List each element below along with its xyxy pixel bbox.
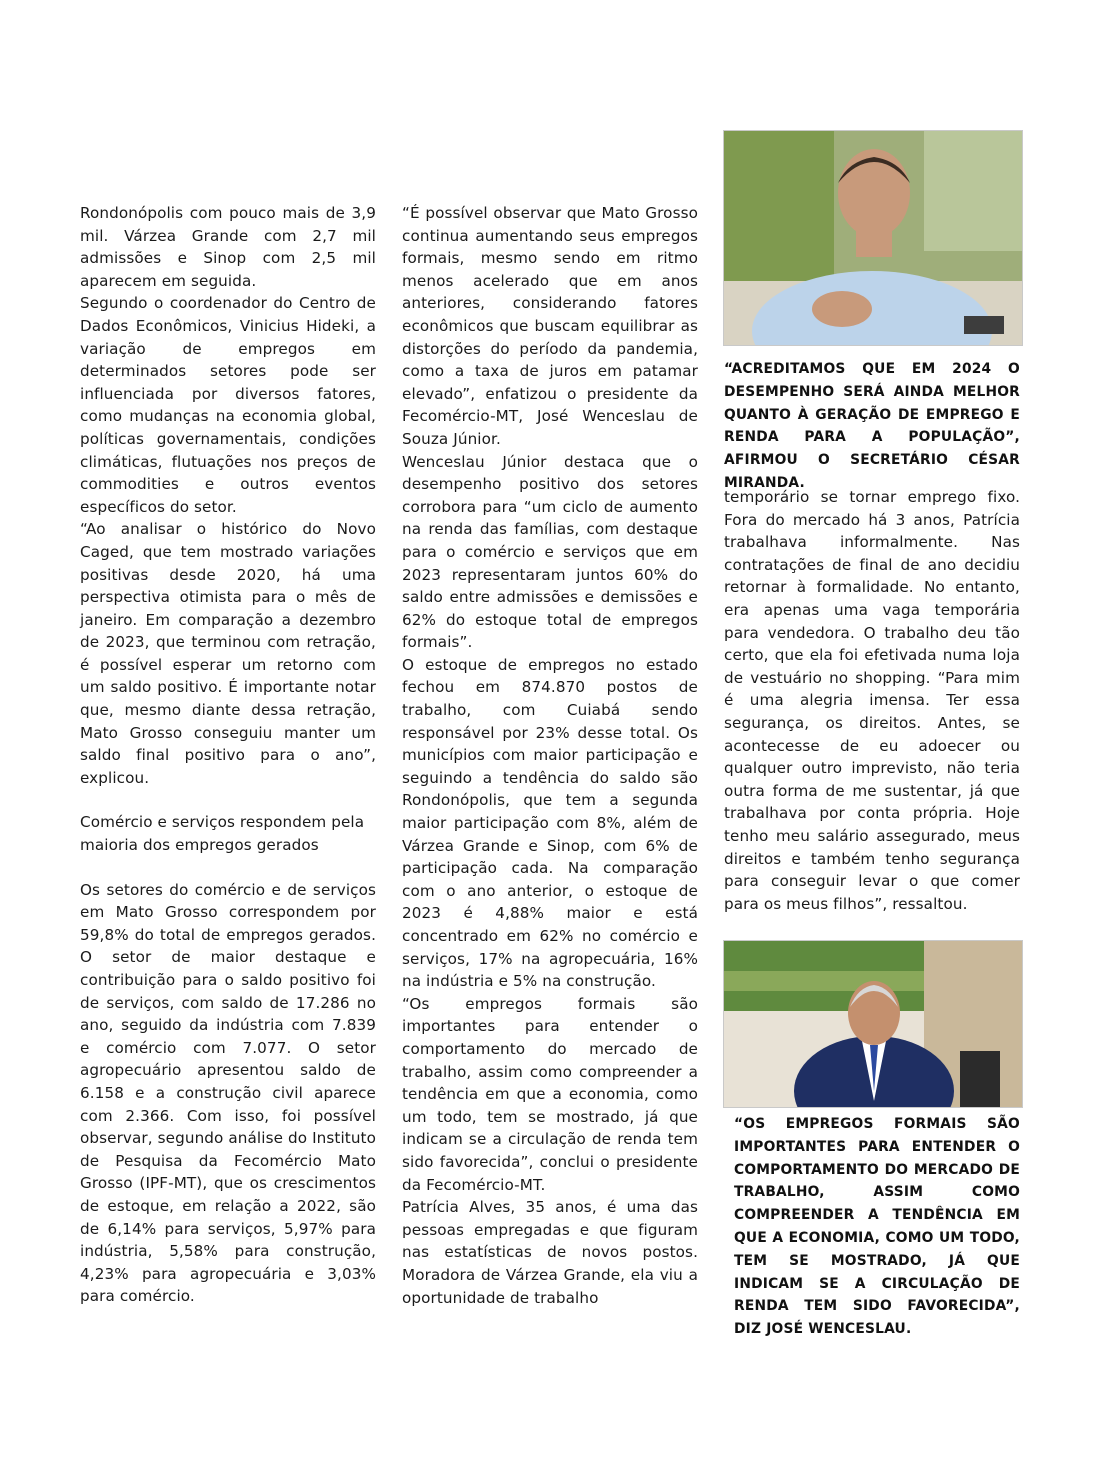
paragraph: temporário se tornar emprego fixo. Fora do mercado há 3 anos, Patrícia trabalhava informalmente. Nas contratações de final de ano decidiu retornar à formalidade. No entanto, era apenas uma vaga temporária para vendedora. O trabalho deu tão certo, que ela foi efetivada numa loja de vestuário no shopping. “Para mim é uma alegria imensa. Ter essa segurança, os direitos. Antes, se acontecesse de eu adoecer ou qualquer outro imprevisto, não teria outra forma de me sustentar, já que trabalhava por conta própria. Hoje tenho meu salário assegurado, meus direitos e também tenho segurança para conseguir levar o que comer para os meus filhos”, ressaltou. — [724, 488, 1020, 913]
photo-illustration — [724, 941, 1022, 1107]
paragraph: Rondonópolis com pouco mais de 3,9 mil. Várzea Grande com 2,7 mil admissões e Sinop com 2,5 mil aparecem em seguida. — [80, 204, 376, 290]
paragraph: “Os empregos formais são importantes para entender o comportamento do mercado de trabalho, assim como compreender a tendência em que a economia, como um todo, tem se mostrado, já que indicam se a circulação de renda tem sido favorecida”, conclui o presidente da Fecomércio-MT. — [402, 994, 698, 1194]
photo-illustration — [724, 131, 1022, 345]
article-column-2 — [402, 202, 698, 1309]
paragraph: O estoque de empregos no estado fechou em 874.870 postos de trabalho, com Cuiabá sendo responsável por 23% desse total. Os municípios com maior participação e seguindo a tendência do saldo são Rondonópolis, que tem a segunda maior participação com 8%, além de Várzea Grande e Sinop, com 6% de participação cada. Na comparação com o ano anterior, o estoque de 2023 é 4,88% maior e está concentrado em 62% no comércio e serviços, 17% na agropecuária, 16% na indústria e 5% na construção. — [402, 655, 698, 991]
paragraph: Patrícia Alves, 35 anos, é uma das pessoas empregadas e que figuram nas estatísticas de novos postos. Moradora de Várzea Grande, ela viu a oportunidade de trabalho — [402, 1198, 698, 1307]
photo-jose-wenceslau — [723, 940, 1023, 1108]
paragraph: “Ao analisar o histórico do Novo Caged, que tem mostrado variações positivas desde 2020, há uma perspectiva otimista para o mês de janeiro. Em comparação a dezembro de 2023, que terminou com retração, é possível esperar um retorno com um saldo positivo. É importante notar que, mesmo diante dessa retração, Mato Grosso conseguiu manter um saldo final positivo para o ano”, explicou. — [80, 520, 376, 787]
article-column-3 — [724, 486, 1020, 915]
photo-caption-2: “OS EMPREGOS FORMAIS SÃO IMPORTANTES PARA ENTENDER O COMPORTAMENTO DO MERCADO DE TRABALHO, ASSIM COMO COMPREENDER A TENDÊNCIA EM QUE A ECONOMIA, COMO UM TODO, TEM SE MOSTRADO, JÁ QUE INDICAM SE A CIRCULAÇÃO DE RENDA TEM SIDO FAVORECIDA”, DIZ JOSÉ WENCESLAU. — [734, 1116, 1020, 1338]
paragraph: “É possível observar que Mato Grosso continua aumentando seus empregos formais, mesmo sendo em ritmo menos acelerado que em anos anteriores, considerando fatores econômicos que buscam equilibrar as distorções do período da pandemia, como a taxa de juros em patamar elevado”, enfatizou o presidente da Fecomércio-MT, José Wenceslau de Souza Júnior. — [402, 204, 698, 448]
paragraph: Segundo o coordenador do Centro de Dados Econômicos, Vinicius Hideki, a variação de empregos em determinados setores pode ser influenciada por diversos fatores, como mudanças na economia global, políticas governamentais, condições climáticas, flutuações nos preços de commodities e outros eventos específicos do setor. — [80, 294, 376, 516]
article-column-1 — [80, 202, 376, 1308]
photo-cesar-miranda — [723, 130, 1023, 346]
paragraph: Wenceslau Júnior destaca que o desempenho positivo dos setores corrobora para “um ciclo de aumento na renda das famílias, com destaque para o comércio e serviços que em 2023 representaram juntos 60% do saldo entre admissões e demissões e 62% do estoque total de empregos formais”. — [402, 452, 698, 652]
paragraph: Os setores do comércio e de serviços em Mato Grosso correspondem por 59,8% do total de empregos gerados. O setor de maior destaque e contribuição para o saldo positivo foi de serviços, com saldo de 17.286 no ano, seguido da indústria com 7.839 e comércio com 7.077. O setor agropecuário apresentou saldo de 6.158 e a construção civil aparece com 2.366. Com isso, foi possível observar, segundo análise do Instituto de Pesquisa da Fecomércio Mato Grosso (IPF-MT), que os crescimentos de estoque, em relação a 2022, são de 6,14% para serviços, 5,97% para indústria, 5,58% para construção, 4,23% para agropecuária e 3,03% para comércio. — [80, 880, 376, 1306]
photo-caption-1: “ACREDITAMOS QUE EM 2024 O DESEMPENHO SERÁ AINDA MELHOR QUANTO À GERAÇÃO DE EMPREGO E RENDA PARA A POPULAÇÃO”, AFIRMOU O SECRETÁRIO CÉSAR MIRANDA. — [724, 361, 1020, 491]
section-subheading: Comércio e serviços respondem pela maioria dos empregos gerados — [80, 813, 365, 855]
